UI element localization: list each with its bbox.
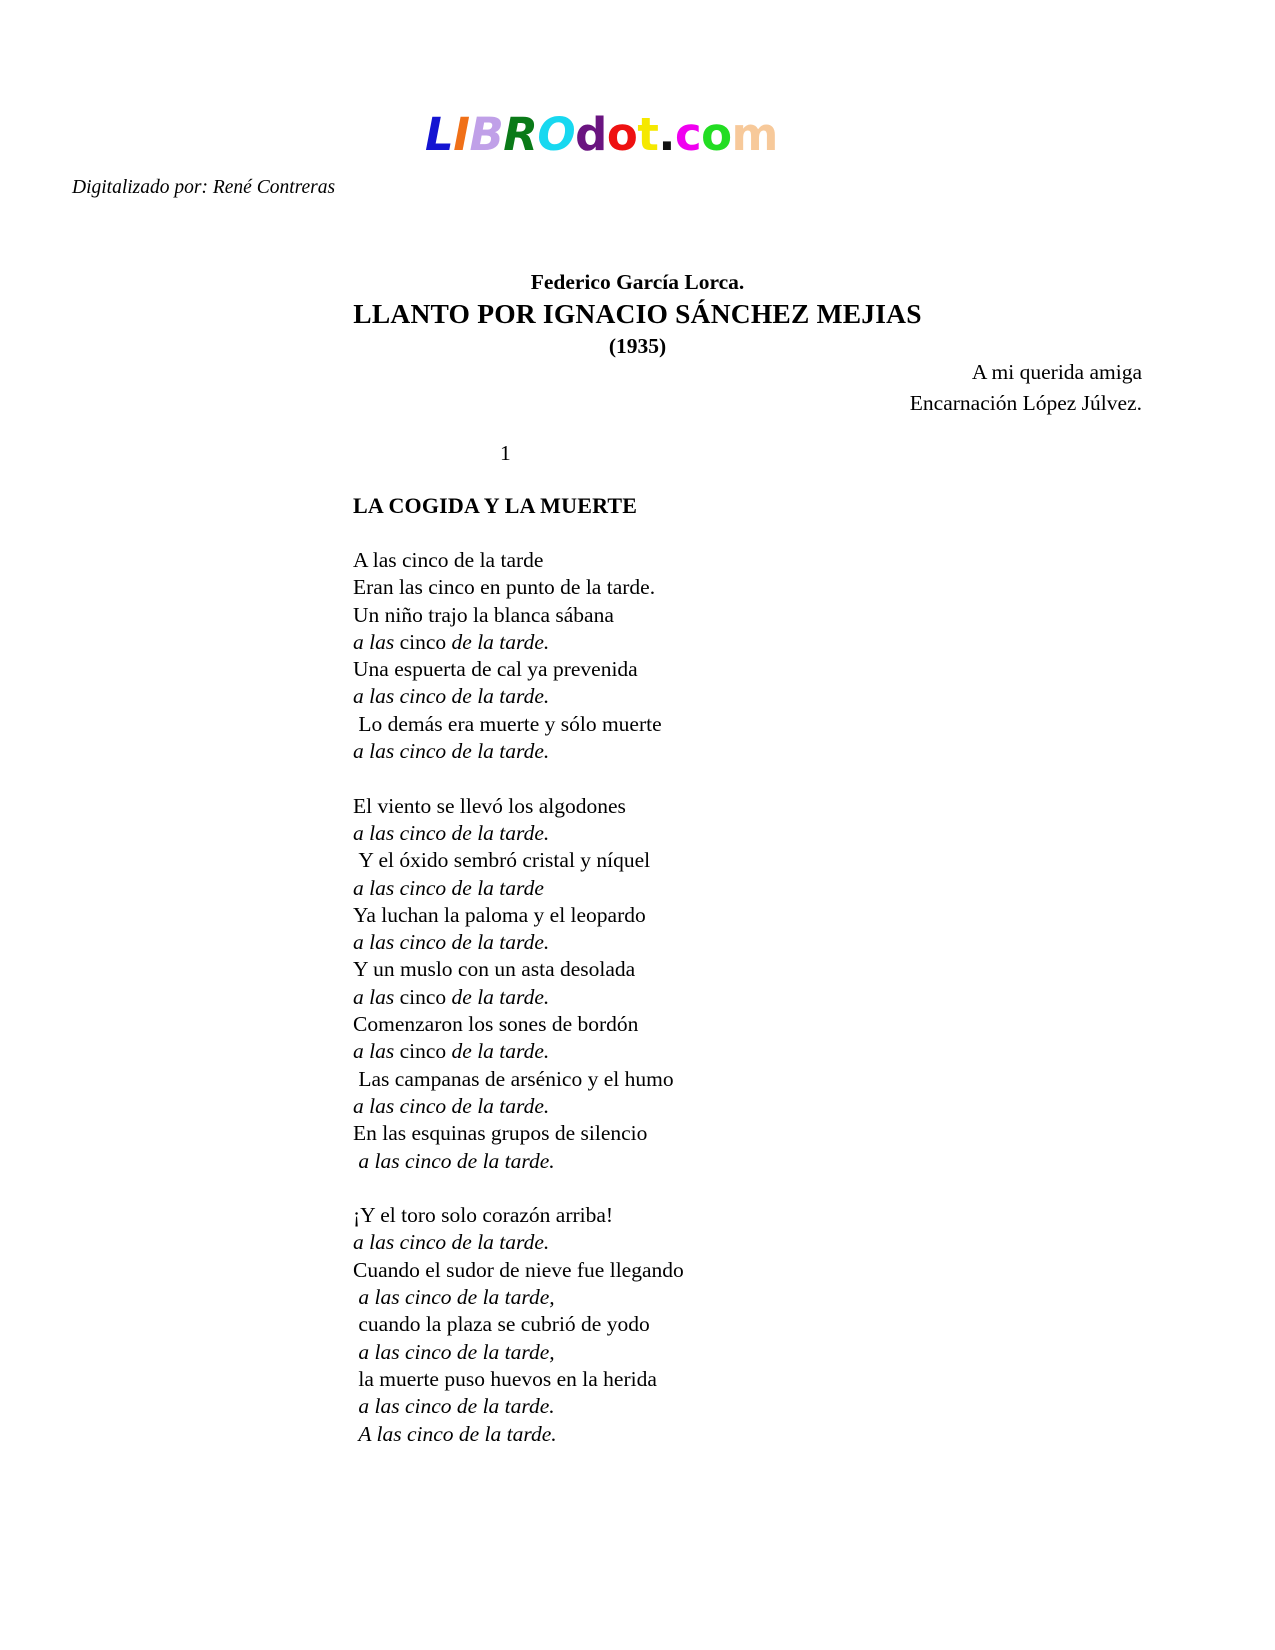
poem-verse — [353, 1257, 1143, 1284]
logo-letter-7: t — [637, 108, 659, 161]
dedication — [910, 357, 1142, 419]
poem-verse — [353, 629, 1143, 656]
verse-run: a las cinco de la tarde. — [353, 739, 550, 764]
verse-run: a las cinco de la tarde. — [353, 930, 550, 955]
verse-run: a las cinco de la tarde. — [353, 1230, 550, 1255]
verse-run: A las cinco de la tarde. — [353, 1421, 557, 1446]
verse-run: ¡Y el toro solo corazón arriba! — [353, 1203, 614, 1228]
verse-run: Una espuerta de cal ya prevenida — [353, 657, 638, 682]
poem-verse — [353, 847, 1143, 874]
digitizer-credit: Digitalizado por: René Contreras — [72, 177, 336, 198]
logo-letter-11: m — [731, 108, 778, 161]
poem-stanza — [353, 547, 1143, 765]
poem-verse — [353, 711, 1143, 738]
verse-run: a las cinco de la tarde, — [353, 1285, 555, 1310]
poem-verse — [353, 984, 1143, 1011]
publication-year: (1935) — [608, 334, 667, 359]
poem-verse — [353, 902, 1143, 929]
poem-verse — [353, 1311, 1143, 1338]
author-name: Federico García Lorca. — [530, 270, 745, 294]
poem-verse — [353, 1393, 1143, 1420]
verse-run: a las cinco de la tarde — [353, 875, 544, 900]
logo-letter-3: R — [503, 108, 538, 161]
verse-run: a las cinco de la tarde. — [353, 820, 550, 845]
section-heading: LA COGIDA Y LA MUERTE — [353, 493, 638, 518]
poem-verse — [353, 1093, 1143, 1120]
verse-run: El viento se llevó los algodones — [353, 793, 626, 818]
verse-run: a las — [353, 1039, 400, 1064]
verse-run: a las cinco de la tarde. — [353, 1093, 550, 1118]
verse-run: Las campanas de arsénico y el humo — [353, 1066, 674, 1091]
logo-letter-9: c — [674, 108, 702, 161]
title-block — [0, 268, 1275, 361]
poem-verse — [353, 1120, 1143, 1147]
verse-run: Ya luchan la paloma y el leopardo — [353, 902, 646, 927]
librodot-logo[interactable] — [425, 108, 778, 161]
verse-run: a las cinco de la tarde. — [353, 684, 550, 709]
verse-run: a las cinco de la tarde. — [353, 1148, 555, 1173]
logo-letter-8: . — [658, 108, 675, 161]
poem-verse — [353, 820, 1143, 847]
poem-verse — [353, 1038, 1143, 1065]
logo-letter-5: d — [575, 108, 607, 161]
verse-run: a las — [353, 629, 400, 654]
verse-run: de la tarde. — [451, 1039, 550, 1064]
verse-run: a las cinco de la tarde, — [353, 1339, 555, 1364]
poem-body — [353, 547, 1143, 1448]
poem-stanza — [353, 1202, 1143, 1448]
verse-run: de la tarde. — [451, 984, 550, 1009]
verse-run: Lo demás era muerte y sólo muerte — [353, 711, 662, 736]
poem-verse — [353, 1066, 1143, 1093]
verse-run: Y el óxido sembró cristal y níquel — [353, 848, 651, 873]
poem-verse — [353, 1366, 1143, 1393]
verse-run: cinco — [399, 1039, 452, 1064]
verse-run: Y un muslo con un asta desolada — [353, 957, 636, 982]
verse-run: cinco — [399, 984, 452, 1009]
poem-verse — [353, 547, 1143, 574]
logo-letter-1: I — [453, 108, 470, 161]
section-number: 1 — [500, 441, 511, 465]
poem-verse — [353, 1229, 1143, 1256]
verse-run: de la tarde. — [451, 629, 550, 654]
poem-verse — [353, 738, 1143, 765]
verse-run: a las — [353, 984, 400, 1009]
verse-run: Un niño trajo la blanca sábana — [353, 602, 614, 627]
verse-run: Eran las cinco en punto de la tarde. — [353, 575, 656, 600]
dedication-line-1: A mi querida amiga — [971, 360, 1142, 384]
verse-run: cuando la plaza se cubrió de yodo — [353, 1312, 650, 1337]
logo-letter-10: o — [701, 108, 732, 161]
verse-run: a las cinco de la tarde. — [353, 1394, 555, 1419]
poem-verse — [353, 1284, 1143, 1311]
poem-verse — [353, 683, 1143, 710]
poem-verse — [353, 875, 1143, 902]
poem-verse — [353, 793, 1143, 820]
logo-letter-2: B — [469, 108, 504, 161]
logo-letter-0: L — [425, 108, 454, 161]
poem-stanza — [353, 793, 1143, 1175]
logo-letter-4: O — [537, 108, 576, 161]
poem-verse — [353, 1339, 1143, 1366]
verse-run: En las esquinas grupos de silencio — [353, 1121, 648, 1146]
poem-verse — [353, 929, 1143, 956]
poem-verse — [353, 1202, 1143, 1229]
logo-letter-6: o — [606, 108, 638, 161]
verse-run: Cuando el sudor de nieve fue llegando — [353, 1257, 684, 1282]
poem-verse — [353, 956, 1143, 983]
dedication-line-2: Encarnación López Júlvez. — [909, 391, 1142, 416]
poem-verse — [353, 602, 1143, 629]
verse-run: A las cinco de la tarde — [353, 548, 544, 572]
poem-verse — [353, 1421, 1143, 1448]
verse-run: cinco — [399, 629, 452, 654]
poem-verse — [353, 574, 1143, 601]
verse-run: la muerte puso huevos en la herida — [353, 1366, 657, 1391]
page-title: LLANTO POR IGNACIO SÁNCHEZ MEJIAS — [353, 298, 922, 330]
poem-verse — [353, 1011, 1143, 1038]
poem-verse — [353, 1148, 1143, 1175]
poem-verse — [353, 656, 1143, 683]
verse-run: Comenzaron los sones de bordón — [353, 1012, 639, 1037]
